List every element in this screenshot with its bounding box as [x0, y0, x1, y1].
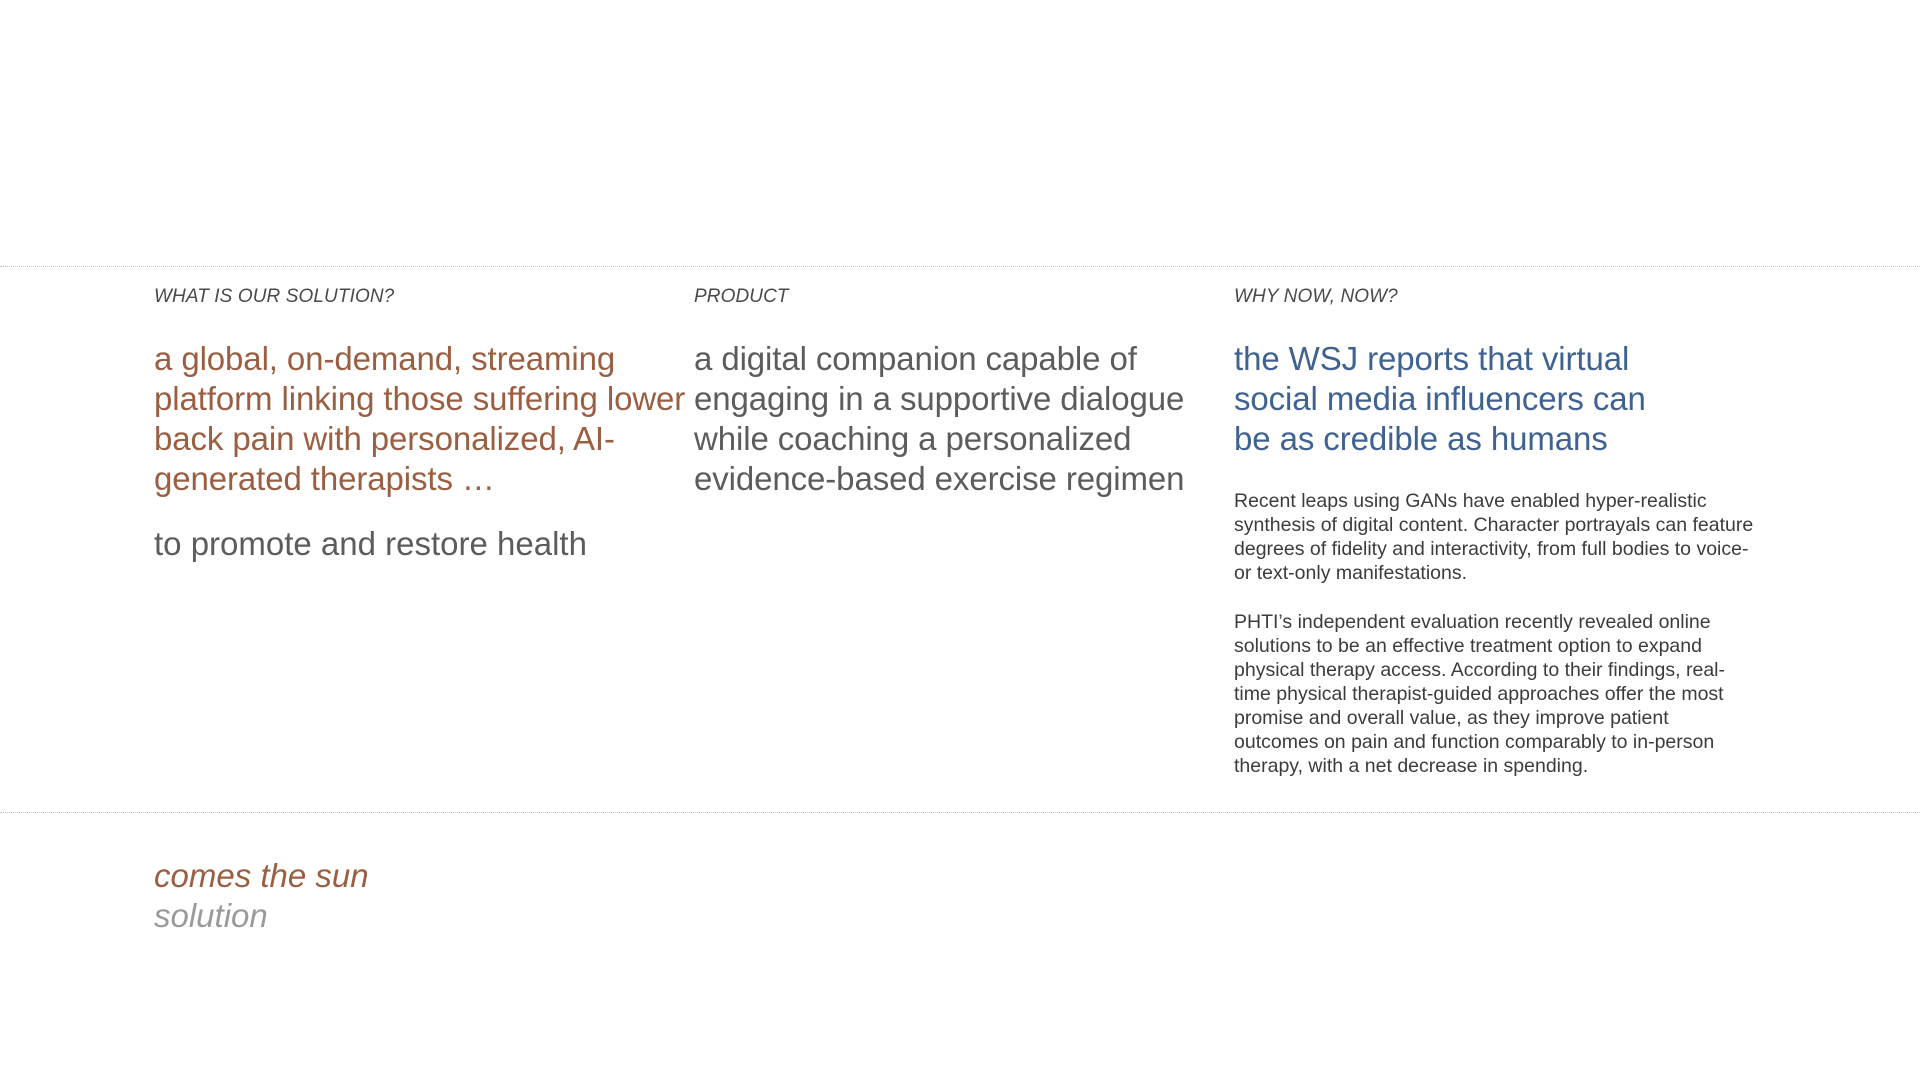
solution-tagline: to promote and restore health: [154, 525, 587, 562]
why-now-column: [1234, 286, 1794, 778]
why-now-headline: the WSJ reports that virtual social media influencers can be as credible as humans: [1234, 340, 1646, 457]
top-divider: [0, 266, 1920, 267]
product-headline: a digital companion capable of engaging in a supportive dialogue while coaching a personalized evidence-based exercise regimen: [694, 340, 1185, 497]
why-now-paragraph-gans: Recent leaps using GANs have enabled hyper-realistic synthesis of digital content. Character portrayals can feature degrees of fidelity and interactivity, from full bodies to voice-or text-only manifestations.: [1234, 490, 1754, 584]
solution-column: [154, 286, 694, 564]
why-now-paragraph-phti: PHTI’s independent evaluation recently revealed online solutions to be an effective treatment option to expand physical therapy access. According to their findings, real-time physical therapist-guided approaches offer the most promise and overall value, as they improve patient outcomes on pain and function comparably to in-person therapy, with a net decrease in spending.: [1234, 611, 1725, 777]
brand-name: comes the sun: [154, 857, 369, 894]
solution-label: WHAT IS OUR SOLUTION?: [154, 286, 395, 307]
why-now-label: WHY NOW, NOW?: [1234, 286, 1398, 307]
product-label: PRODUCT: [694, 286, 789, 307]
solution-headline: a global, on-demand, streaming platform linking those suffering lower back pain with personalized, AI-generated therapists …: [154, 340, 686, 497]
section-title: solution: [154, 897, 268, 934]
product-column: [694, 286, 1234, 499]
bottom-divider: [0, 812, 1920, 813]
footer: [154, 856, 369, 936]
